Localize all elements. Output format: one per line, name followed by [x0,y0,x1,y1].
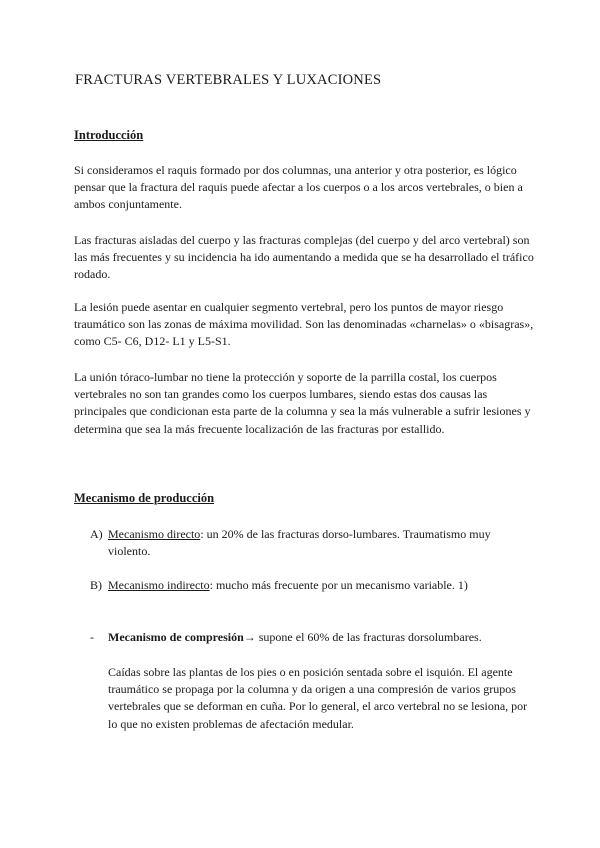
list-marker: A) [90,527,103,541]
intro-paragraph-3: La lesión puede asentar en cualquier segmento vertebral, pero los puntos de mayor riesgo traumático son las zonas de máxima movilidad. Son las denominadas «charnelas» o «bisagras», como C5- C6, D12- L1 y L5-S1. [74,300,534,349]
sub-list-item-term: Mecanismo de compresión [108,630,244,644]
list-item-term: Mecanismo directo [108,527,201,541]
document-title: FRACTURAS VERTEBRALES Y LUXACIONES [75,72,382,88]
intro-paragraph-1: Si consideramos el raquis formado por dos columnas, una anterior y otra posterior, es lógico pensar que la fractura del raquis puede afectar a los cuerpos o a los arcos vertebrales, o bien a ambos conjuntamente. [74,163,523,212]
sub-list-item-text: supone el 60% de las fracturas dorsolumbares. [255,630,482,644]
dash-marker: - [90,630,94,644]
list-item-body [108,526,528,560]
list-item-body [108,577,528,594]
intro-paragraph-2: Las fracturas aisladas del cuerpo y las fracturas complejas (del cuerpo y del arco vertebral) son las más frecuentes y su incidencia ha ido aumentando a medida que se ha desarrollado el tráfico rodado. [74,233,534,282]
arrow-glyph: → [243,630,256,644]
sub-list-item-body [108,629,528,646]
list-item-term: Mecanismo indirecto [108,578,210,592]
list-item-text: : mucho más frecuente por un mecanismo variable. 1) [209,578,468,592]
section-heading-mechanism: Mecanismo de producción [74,491,215,505]
list-marker: B) [90,578,102,592]
compression-detail-paragraph: Caídas sobre las plantas de los pies o en posición sentada sobre el isquión. El agente traumático se propaga por la columna y da origen a una compresión de varios grupos vertebrales que se deforman en cuña. Por lo general, el arco vertebral no se lesiona, por lo que no existen problemas de afectación medular. [108,665,528,731]
list-item-text: : un 20% de las fracturas dorso-lumbares. Traumatismo muy violento. [108,527,491,559]
intro-paragraph-4: La unión tóraco-lumbar no tiene la protección y soporte de la parrilla costal, los cuerpos vertebrales no son tan grandes como los cuerpos lumbares, siendo estas dos causas las principales que condicionan esta parte de la columna y sea la más vulnerable a sufrir lesiones y determina que sea la más frecuente localización de las fracturas por estallido. [74,370,531,436]
section-heading-introduction: Introducción [74,128,144,142]
